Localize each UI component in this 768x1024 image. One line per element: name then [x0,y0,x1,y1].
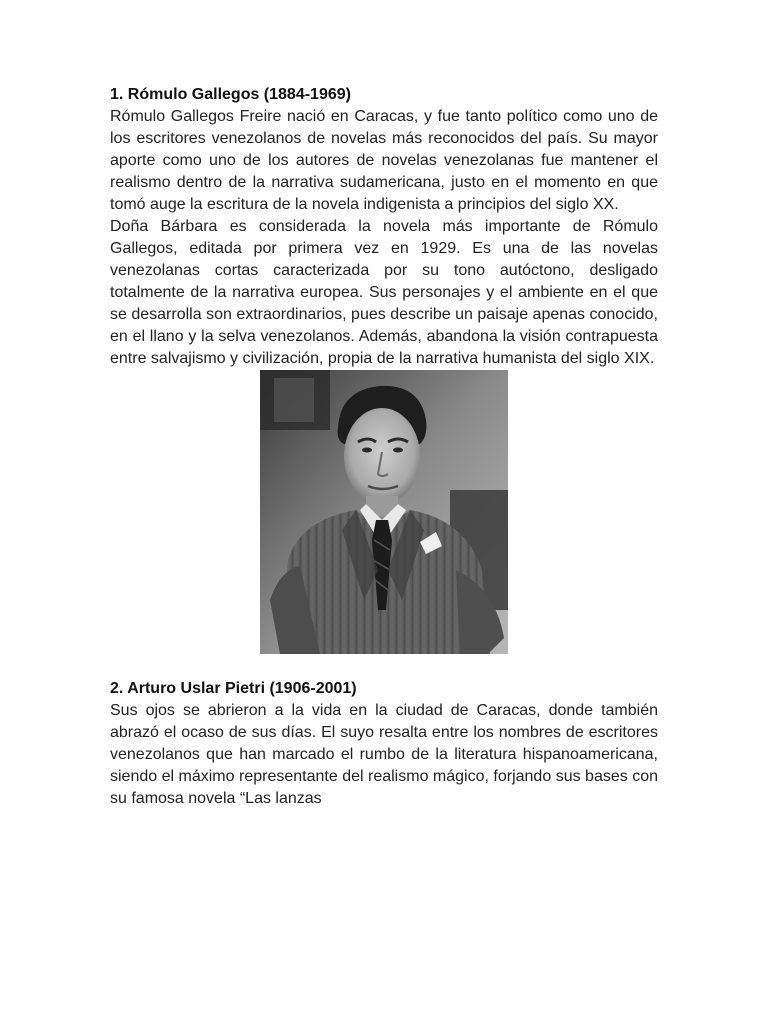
section-heading-romulo-gallegos: 1. Rómulo Gallegos (1884-1969) [110,86,351,103]
portrait-photo [260,370,508,654]
paragraph-gallegos-biography: Rómulo Gallegos Freire nació en Caracas, y fue tanto político como uno de los escritores venezolanos de novelas más reconocidos del país. Su mayor aporte como uno de los autores de novelas venezolanas fue mantener el realismo dentro de la narrativa sudamericana, justo en el momento en que tomó auge la escritura de la novela indigenista a principios del siglo XX. [110,108,658,213]
paragraph-uslar-pietri-biography: Sus ojos se abrieron a la vida en la ciudad de Caracas, donde también abrazó el ocaso de sus días. El suyo resalta entre los nombres de escritores venezolanos que han marcado el rumbo de la literatura hispanoamericana, siendo el máximo representante del realismo mágico, forjando sus bases con su famosa novela “Las lanzas [110,702,658,807]
portrait-figure [110,370,658,654]
document-content [110,84,658,810]
paragraph-dona-barbara: Doña Bárbara es considerada la novela más importante de Rómulo Gallegos, editada por primera vez en 1929. Es una de las novelas venezolanas cortas caracterizada por su tono autóctono, desligado totalmente de la narrativa europea. Sus personajes y el ambiente en el que se desarrolla son extraordinarios, pues describe un paisaje apenas conocido, en el llano y la selva venezolanos. Además, abandona la visión contrapuesta entre salvajismo y civilización, propia de la narrativa humanista del siglo XIX. [110,218,658,367]
section-heading-arturo-uslar-pietri: 2. Arturo Uslar Pietri (1906-2001) [110,680,357,697]
